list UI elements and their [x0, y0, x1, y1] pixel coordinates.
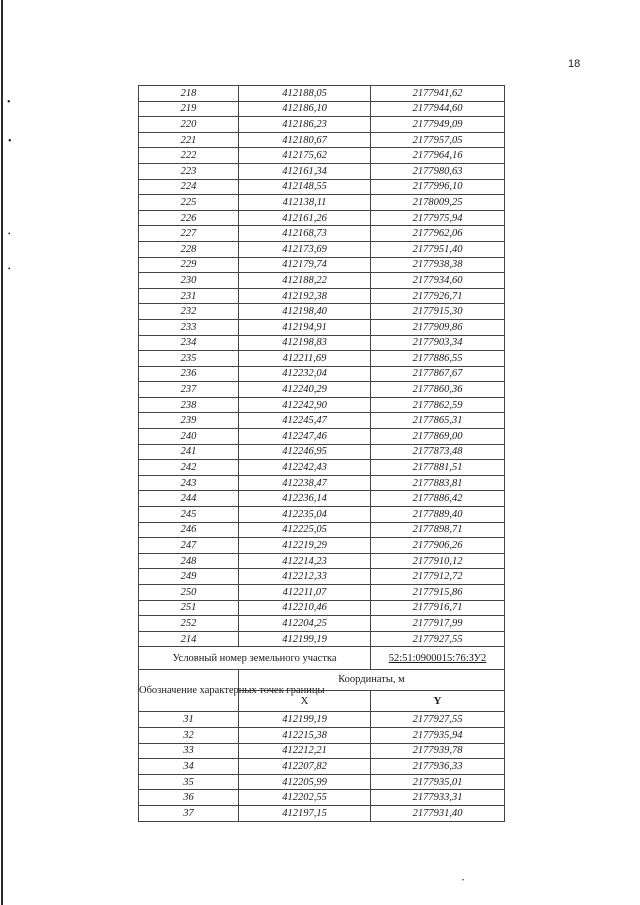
point-number-cell: 238 [139, 397, 239, 413]
y-coordinate-cell: 2177898,71 [371, 522, 505, 538]
table-row [139, 351, 505, 367]
x-coordinate-cell: 412219,29 [239, 538, 371, 554]
point-number-cell: 248 [139, 553, 239, 569]
plot-number: 52:51:0900015:76:ЗУ2 [371, 647, 505, 670]
x-coordinate-cell: 412235,04 [239, 507, 371, 523]
x-coordinate-cell: 412188,05 [239, 86, 371, 102]
margin-mark: • [8, 230, 11, 238]
point-number-cell: 250 [139, 585, 239, 601]
point-number-cell: 236 [139, 366, 239, 382]
table-row [139, 195, 505, 211]
table-row [139, 226, 505, 242]
point-number-cell: 232 [139, 304, 239, 320]
point-number-cell: 252 [139, 616, 239, 632]
point-number-cell: 239 [139, 413, 239, 429]
table-row [139, 210, 505, 226]
y-coordinate-cell: 2177935,94 [371, 727, 505, 743]
point-number-cell: 36 [139, 790, 239, 806]
table-row [139, 101, 505, 117]
x-coordinate-cell: 412161,26 [239, 210, 371, 226]
point-number-cell: 222 [139, 148, 239, 164]
y-coordinate-cell: 2177935,01 [371, 774, 505, 790]
x-coordinate-cell: 412232,04 [239, 366, 371, 382]
y-coordinate-cell: 2177915,30 [371, 304, 505, 320]
point-number-cell: 226 [139, 210, 239, 226]
coordinates-header: Координаты, м [239, 670, 505, 691]
point-number-cell: 243 [139, 475, 239, 491]
x-coordinate-cell: 412236,14 [239, 491, 371, 507]
margin-mark: • [8, 136, 12, 147]
y-coordinate-cell: 2177909,86 [371, 319, 505, 335]
y-coordinate-cell: 2177886,55 [371, 351, 505, 367]
table-row [139, 117, 505, 133]
x-coordinate-cell: 412205,99 [239, 774, 371, 790]
y-coordinate-cell: 2177944,60 [371, 101, 505, 117]
point-number-cell: 227 [139, 226, 239, 242]
x-coordinate-cell: 412225,05 [239, 522, 371, 538]
y-coordinate-cell: 2177917,99 [371, 616, 505, 632]
x-coordinate-cell: 412240,29 [239, 382, 371, 398]
y-coordinate-cell: 2177934,60 [371, 273, 505, 289]
y-coordinate-cell: 2177873,48 [371, 444, 505, 460]
table-row [139, 727, 505, 743]
y-coordinate-cell: 2177962,06 [371, 226, 505, 242]
x-coordinate-cell: 412173,69 [239, 241, 371, 257]
y-header: Y [371, 691, 505, 712]
point-number-cell: 245 [139, 507, 239, 523]
point-number-cell: 37 [139, 805, 239, 821]
table-row [139, 86, 505, 102]
y-coordinate-cell: 2177889,40 [371, 507, 505, 523]
lower-rows [139, 712, 505, 821]
table-row [139, 413, 505, 429]
y-coordinate-cell: 2177939,78 [371, 743, 505, 759]
y-coordinate-cell: 2177926,71 [371, 288, 505, 304]
x-coordinate-cell: 412247,46 [239, 429, 371, 445]
point-number-cell: 220 [139, 117, 239, 133]
plot-label: Условный номер земельного участка [139, 647, 371, 670]
point-number-cell: 228 [139, 241, 239, 257]
x-coordinate-cell: 412198,40 [239, 304, 371, 320]
table-row [139, 397, 505, 413]
margin-mark: • [8, 265, 11, 273]
x-coordinate-cell: 412180,67 [239, 132, 371, 148]
point-number-cell: 237 [139, 382, 239, 398]
point-number-cell: 32 [139, 727, 239, 743]
table-row [139, 132, 505, 148]
table-row [139, 429, 505, 445]
x-coordinate-cell: 412202,55 [239, 790, 371, 806]
x-coordinate-cell: 412175,62 [239, 148, 371, 164]
y-coordinate-cell: 2177933,31 [371, 790, 505, 806]
x-coordinate-cell: 412199,19 [239, 631, 371, 647]
y-coordinate-cell: 2177964,16 [371, 148, 505, 164]
y-coordinate-cell: 2177938,38 [371, 257, 505, 273]
point-number-cell: 218 [139, 86, 239, 102]
x-coordinate-cell: 412242,90 [239, 397, 371, 413]
y-coordinate-cell: 2177867,67 [371, 366, 505, 382]
table-row [139, 600, 505, 616]
point-number-cell: 31 [139, 712, 239, 728]
y-coordinate-cell: 2177996,10 [371, 179, 505, 195]
table-row [139, 805, 505, 821]
table-row [139, 507, 505, 523]
header-row [139, 670, 505, 691]
table-row [139, 712, 505, 728]
x-coordinate-cell: 412188,22 [239, 273, 371, 289]
point-number-cell: 234 [139, 335, 239, 351]
y-coordinate-cell: 2177941,62 [371, 86, 505, 102]
y-coordinate-cell: 2177975,94 [371, 210, 505, 226]
table-row [139, 790, 505, 806]
point-number-cell: 251 [139, 600, 239, 616]
table-row [139, 163, 505, 179]
table-row [139, 241, 505, 257]
table-row [139, 538, 505, 554]
y-coordinate-cell: 2177883,81 [371, 475, 505, 491]
point-number-cell: 223 [139, 163, 239, 179]
margin-mark: • [7, 97, 11, 108]
upper-rows [139, 86, 505, 647]
point-number-cell: 224 [139, 179, 239, 195]
table-row [139, 148, 505, 164]
y-coordinate-cell: 2177927,55 [371, 712, 505, 728]
point-number-cell: 244 [139, 491, 239, 507]
y-coordinate-cell: 2177915,86 [371, 585, 505, 601]
y-coordinate-cell: 2177927,55 [371, 631, 505, 647]
margin-mark: • [462, 878, 465, 884]
point-number-cell: 241 [139, 444, 239, 460]
table-row [139, 382, 505, 398]
point-number-cell: 34 [139, 759, 239, 775]
x-coordinate-cell: 412214,23 [239, 553, 371, 569]
x-coordinate-cell: 412245,47 [239, 413, 371, 429]
x-coordinate-cell: 412198,83 [239, 335, 371, 351]
point-number-cell: 235 [139, 351, 239, 367]
x-coordinate-cell: 412212,21 [239, 743, 371, 759]
y-coordinate-cell: 2177910,12 [371, 553, 505, 569]
x-coordinate-cell: 412161,34 [239, 163, 371, 179]
y-coordinate-cell: 2177865,31 [371, 413, 505, 429]
y-coordinate-cell: 2177860,36 [371, 382, 505, 398]
y-coordinate-cell: 2177957,05 [371, 132, 505, 148]
x-coordinate-cell: 412197,15 [239, 805, 371, 821]
point-number-cell: 230 [139, 273, 239, 289]
x-header: X [239, 691, 371, 712]
table-row [139, 522, 505, 538]
x-coordinate-cell: 412179,74 [239, 257, 371, 273]
table-row [139, 491, 505, 507]
point-number-cell: 229 [139, 257, 239, 273]
table-row [139, 273, 505, 289]
table-row [139, 179, 505, 195]
x-coordinate-cell: 412194,91 [239, 319, 371, 335]
y-coordinate-cell: 2177862,59 [371, 397, 505, 413]
x-coordinate-cell: 412242,43 [239, 460, 371, 476]
x-coordinate-cell: 412210,46 [239, 600, 371, 616]
table-row [139, 335, 505, 351]
table-row [139, 288, 505, 304]
x-coordinate-cell: 412148,55 [239, 179, 371, 195]
y-coordinate-cell: 2177980,63 [371, 163, 505, 179]
point-number-cell: 219 [139, 101, 239, 117]
table-row [139, 553, 505, 569]
point-number-cell: 246 [139, 522, 239, 538]
point-number-cell: 225 [139, 195, 239, 211]
table-row [139, 631, 505, 647]
x-coordinate-cell: 412199,19 [239, 712, 371, 728]
y-coordinate-cell: 2177912,72 [371, 569, 505, 585]
x-coordinate-cell: 412138,11 [239, 195, 371, 211]
point-number-cell: 233 [139, 319, 239, 335]
x-coordinate-cell: 412246,95 [239, 444, 371, 460]
y-coordinate-cell: 2177936,33 [371, 759, 505, 775]
table-row [139, 616, 505, 632]
point-number-cell: 240 [139, 429, 239, 445]
plot-row [139, 647, 505, 670]
point-number-cell: 35 [139, 774, 239, 790]
coordinates-table [138, 85, 505, 822]
y-coordinate-cell: 2177903,34 [371, 335, 505, 351]
y-coordinate-cell: 2177881,51 [371, 460, 505, 476]
point-number-cell: 33 [139, 743, 239, 759]
table-row [139, 444, 505, 460]
x-coordinate-cell: 412211,07 [239, 585, 371, 601]
y-coordinate-cell: 2177869,00 [371, 429, 505, 445]
x-coordinate-cell: 412207,82 [239, 759, 371, 775]
table-row [139, 304, 505, 320]
y-coordinate-cell: 2177886,42 [371, 491, 505, 507]
table-row [139, 569, 505, 585]
y-coordinate-cell: 2177949,09 [371, 117, 505, 133]
x-coordinate-cell: 412238,47 [239, 475, 371, 491]
x-coordinate-cell: 412192,38 [239, 288, 371, 304]
point-number-cell: 242 [139, 460, 239, 476]
x-coordinate-cell: 412212,33 [239, 569, 371, 585]
x-coordinate-cell: 412168,73 [239, 226, 371, 242]
point-number-cell: 231 [139, 288, 239, 304]
page-number: 18 [568, 58, 581, 70]
point-number-cell: 214 [139, 631, 239, 647]
y-coordinate-cell: 2177906,26 [371, 538, 505, 554]
table-row [139, 475, 505, 491]
x-coordinate-cell: 412211,69 [239, 351, 371, 367]
y-coordinate-cell: 2177931,40 [371, 805, 505, 821]
y-coordinate-cell: 2177951,40 [371, 241, 505, 257]
table-row [139, 319, 505, 335]
table-row [139, 759, 505, 775]
y-coordinate-cell: 2178009,25 [371, 195, 505, 211]
table-row [139, 743, 505, 759]
designation-header: Обозначение характерных точек границы [139, 670, 239, 712]
y-coordinate-cell: 2177916,71 [371, 600, 505, 616]
margin-line [1, 0, 3, 905]
x-coordinate-cell: 412204,25 [239, 616, 371, 632]
x-coordinate-cell: 412186,23 [239, 117, 371, 133]
x-coordinate-cell: 412186,10 [239, 101, 371, 117]
table-row [139, 366, 505, 382]
point-number-cell: 249 [139, 569, 239, 585]
point-number-cell: 247 [139, 538, 239, 554]
table-row [139, 774, 505, 790]
table-row [139, 460, 505, 476]
table-row [139, 585, 505, 601]
point-number-cell: 221 [139, 132, 239, 148]
x-coordinate-cell: 412215,38 [239, 727, 371, 743]
table-row [139, 257, 505, 273]
